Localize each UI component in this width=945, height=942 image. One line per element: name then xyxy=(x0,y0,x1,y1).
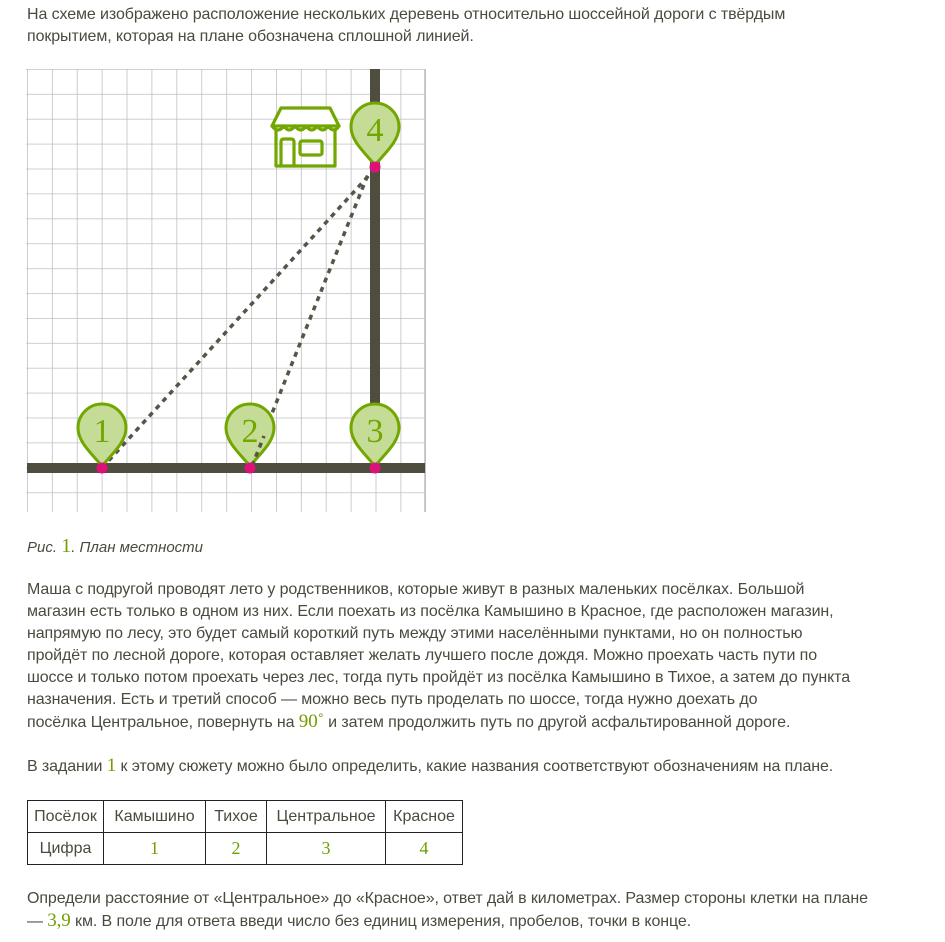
task-reference: В задании 1 к этому сюжету можно было определить, какие названия соответствуют обозначениям на плане. xyxy=(27,755,834,776)
svg-text:2: 2 xyxy=(241,413,259,450)
table-cell: 1 xyxy=(104,833,206,865)
table-cell: 2 xyxy=(206,833,267,865)
point-marker xyxy=(97,463,108,474)
table-cell: Камышино xyxy=(104,801,206,833)
point-marker xyxy=(245,463,256,474)
figure-caption: Рис. 1. План местности xyxy=(27,535,204,557)
svg-text:3: 3 xyxy=(366,413,384,450)
intro-line-1: На схеме изображено расположение нескольких деревень относительно шоссейной дороги с твёрдым xyxy=(27,6,786,23)
task-number: 1 xyxy=(106,755,117,776)
angle-value: 90˚ xyxy=(298,711,324,732)
question-text: Определи расстояние от «Центральное» до «Красное», ответ дай в километрах. Размер стороны клетки на плане — 3,9 км. В поле для ответа введи число без единиц измерения, пробелов, точки в конце. xyxy=(27,890,868,931)
horizontal-road xyxy=(27,463,425,473)
table-cell: 4 xyxy=(386,833,463,865)
table-cell: 3 xyxy=(267,833,386,865)
table-row xyxy=(28,801,463,833)
svg-text:4: 4 xyxy=(366,112,384,149)
point-marker xyxy=(370,162,381,173)
table-header-label: Посёлок xyxy=(28,801,104,833)
village-digit-table xyxy=(27,800,463,865)
table-cell: Тихое xyxy=(206,801,267,833)
point-marker xyxy=(370,463,381,474)
story-text: Маша с подругой проводят лето у родственников, которые живут в разных маленьких посёлках. Большой магазин есть только в одном из них. Если поехать из посёлка Камышино в Красное, где расположен магазин, напрямую по лесу, это будет самый короткий путь между этими населёнными пунктами, но он полностью пройдёт по лесной дороге, которая оставляет желать лучшего после дождя. Можно проехать часть пути по шоссе и только потом проехать через лес, тогда путь пройдёт из посёлка Камышино в Тихое, а затем до пункта назначения. Есть и третий способ — можно весь путь проделать по шоссе, тогда нужно доехать до посёлка Центральное, повернуть на 90˚ и затем продолжить путь по другой асфальтированной дороге. xyxy=(27,581,851,732)
figure-number: 1 xyxy=(61,535,72,557)
table-cell: Красное xyxy=(386,801,463,833)
table-row-label: Цифра xyxy=(28,833,104,865)
cell-size-value: 3,9 xyxy=(47,910,71,931)
table-cell: Центральное xyxy=(267,801,386,833)
table-row xyxy=(28,833,463,865)
svg-text:1: 1 xyxy=(93,413,111,450)
intro-line-2: покрытием, которая на плане обозначена сплошной линией. xyxy=(27,28,474,45)
